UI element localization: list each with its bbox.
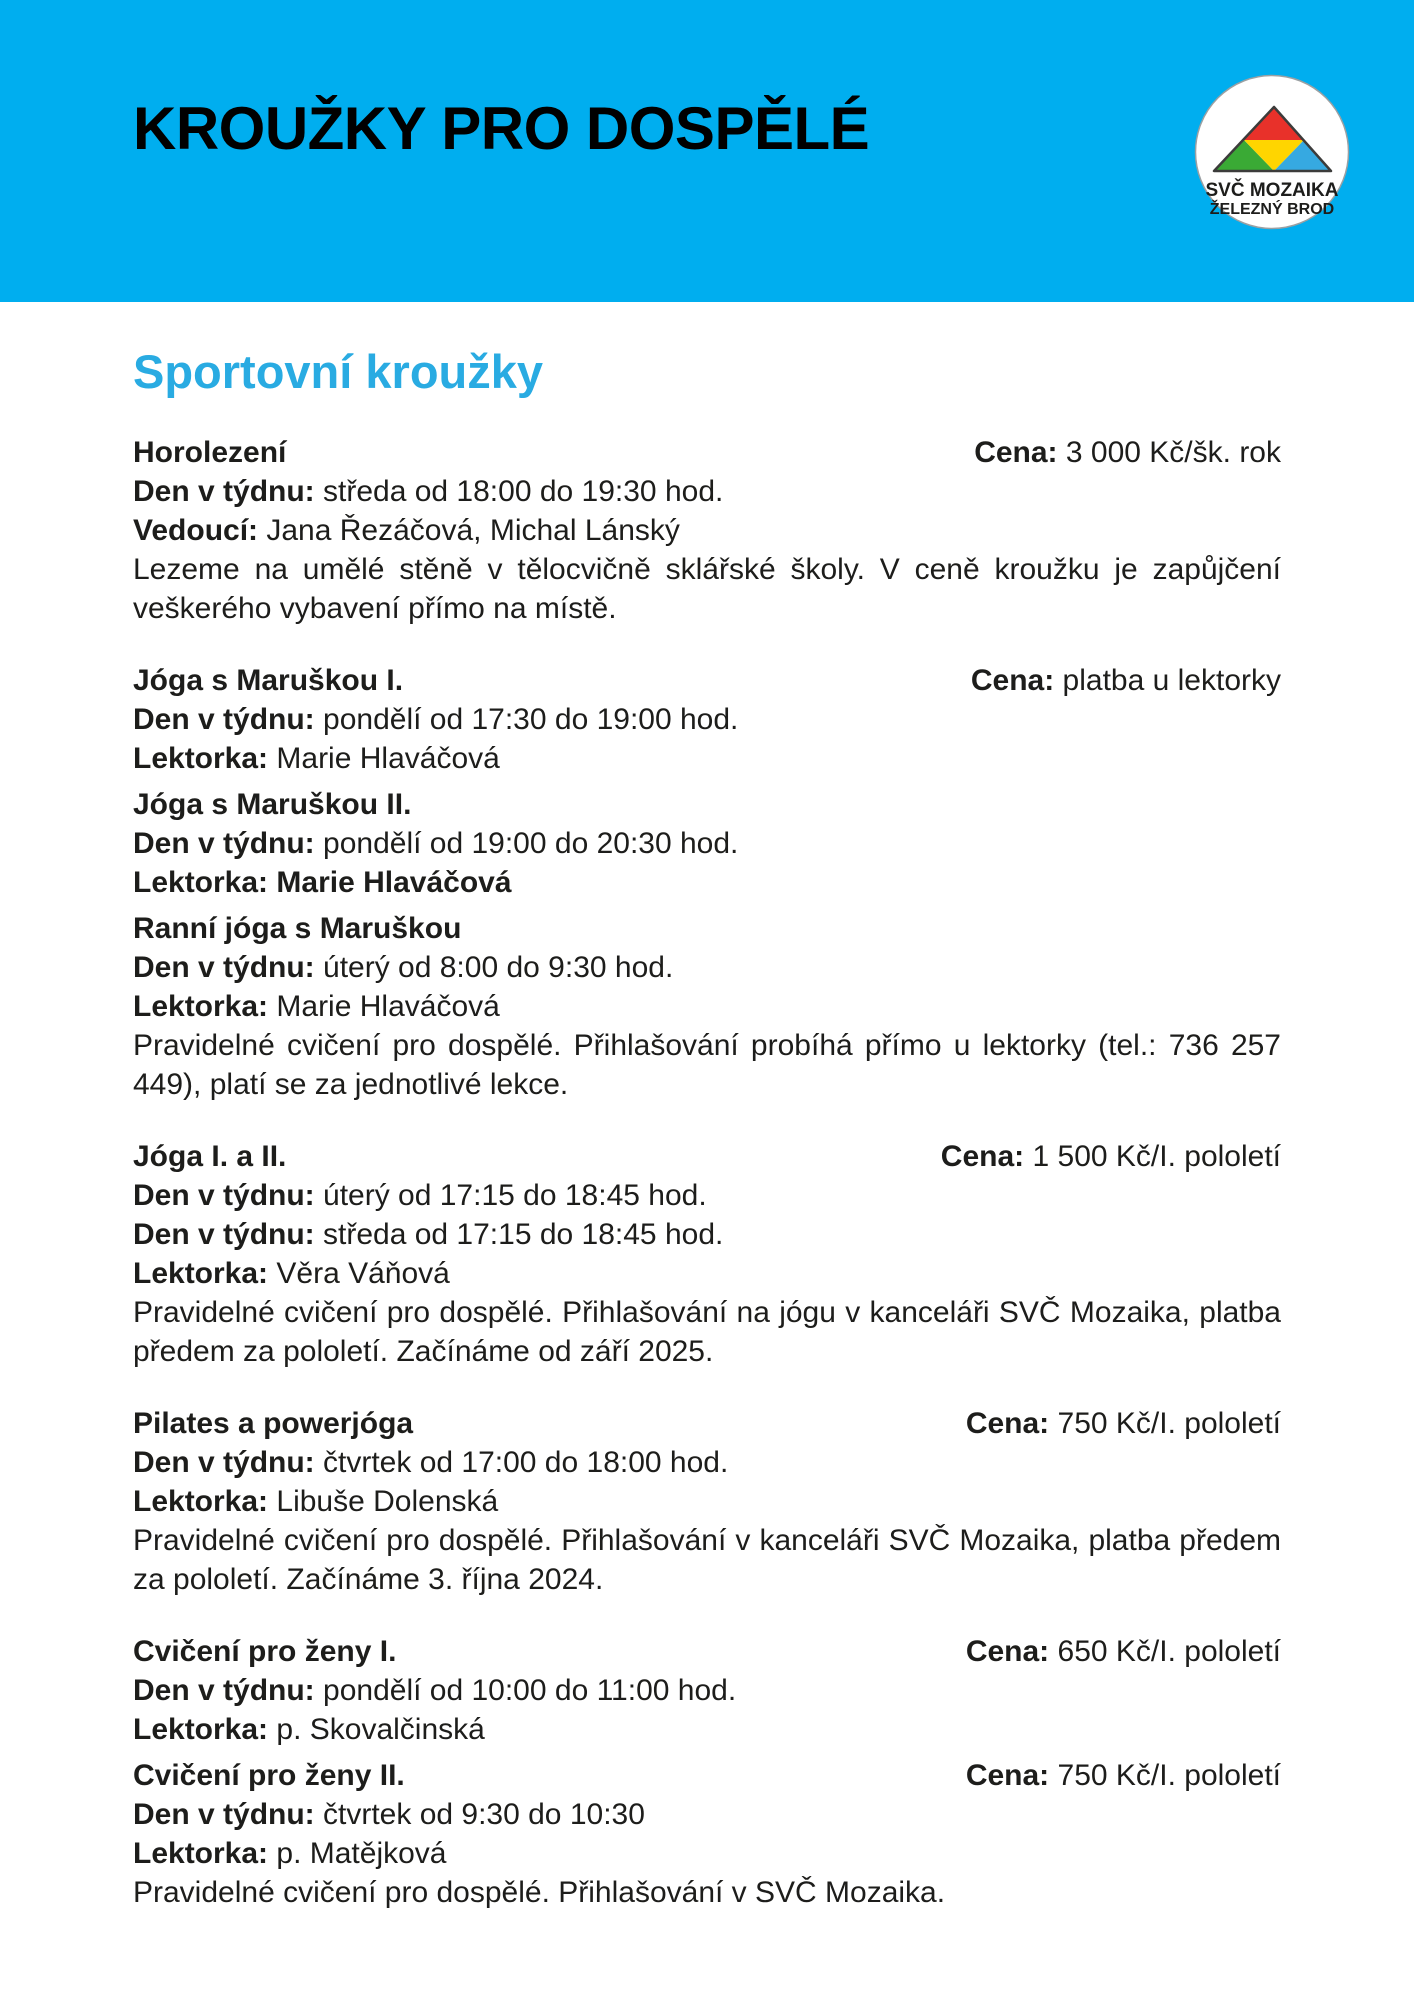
club-entry-cviceni-zeny-2	[133, 1756, 1281, 1912]
price-label: Cena:	[965, 1407, 1050, 1440]
field-label: Den v týdnu:	[133, 1218, 315, 1251]
club-head	[133, 785, 1281, 824]
price-value: 3 000 Kč/šk. rok	[1065, 436, 1281, 469]
field-label: Den v týdnu:	[133, 703, 315, 736]
club-field	[133, 472, 1281, 511]
club-name: Cvičení pro ženy II.	[133, 1759, 405, 1792]
club-entry-pilates	[133, 1404, 1281, 1599]
club-description: Pravidelné cvičení pro dospělé. Přihlašování v SVČ Mozaika.	[133, 1876, 946, 1909]
price-label: Cena:	[940, 1140, 1025, 1173]
club-field	[133, 1671, 1281, 1710]
field-value: čtvrtek od 17:00 do 18:00 hod.	[323, 1446, 729, 1479]
field-value: pondělí od 17:30 do 19:00 hod.	[323, 703, 739, 736]
club-field	[133, 739, 1281, 778]
field-value: Libuše Dolenská	[276, 1485, 499, 1518]
field-label: Den v týdnu:	[133, 475, 315, 508]
club-head	[133, 1404, 1281, 1443]
club-name: Jóga s Maruškou I.	[133, 664, 404, 697]
club-price	[974, 433, 1281, 472]
club-entry-cviceni-zeny-1	[133, 1632, 1281, 1749]
field-label: Den v týdnu:	[133, 1674, 315, 1707]
club-field	[133, 1254, 1281, 1293]
club-field	[133, 948, 1281, 987]
field-value: úterý od 8:00 do 9:30 hod.	[323, 951, 674, 984]
club-price	[941, 1137, 1281, 1176]
club-description: Pravidelné cvičení pro dospělé. Přihlašování na jógu v kanceláři SVČ Mozaika, platba předem za pololetí. Začínáme od září 2025.	[133, 1296, 1281, 1368]
club-entry-horolezeni	[133, 433, 1281, 628]
club-entry-joga-s-maruskou-2	[133, 785, 1281, 902]
field-label: Lektorka:	[133, 1837, 269, 1870]
field-label: Lektorka:	[133, 742, 269, 775]
club-field	[133, 1710, 1281, 1749]
club-description: Lezeme na umělé stěně v tělocvičně sklářské školy. V ceně kroužku je zapůjčení veškerého vybavení přímo na místě.	[133, 553, 1281, 625]
club-head	[133, 909, 1281, 948]
price-label: Cena:	[970, 664, 1055, 697]
field-value: pondělí od 19:00 do 20:30 hod.	[323, 827, 739, 860]
field-value: pondělí od 10:00 do 11:00 hod.	[323, 1674, 737, 1707]
field-label: Den v týdnu:	[133, 1179, 315, 1212]
club-name: Jóga s Maruškou II.	[133, 788, 412, 821]
field-label: Den v týdnu:	[133, 827, 315, 860]
club-head	[133, 1756, 1281, 1795]
club-name: Cvičení pro ženy I.	[133, 1635, 397, 1668]
club-entry-joga-s-maruskou-1	[133, 661, 1281, 778]
field-value: Jana Řezáčová, Michal Lánský	[266, 514, 680, 547]
club-head	[133, 1137, 1281, 1176]
club-name: Ranní jóga s Maruškou	[133, 912, 462, 945]
logo	[1194, 74, 1350, 230]
club-head	[133, 433, 1281, 472]
club-head	[133, 1632, 1281, 1671]
logo-mountain-icon	[1194, 74, 1350, 230]
club-field	[133, 1834, 1281, 1873]
field-value: Marie Hlaváčová	[276, 866, 512, 899]
section-heading: Sportovní kroužky	[133, 345, 544, 398]
price-label: Cena:	[974, 436, 1058, 469]
club-name: Jóga I. a II.	[133, 1140, 287, 1173]
club-price	[966, 1404, 1281, 1443]
field-label: Vedoucí:	[133, 514, 259, 547]
club-name: Pilates a powerjóga	[133, 1407, 414, 1440]
field-label: Den v týdnu:	[133, 1798, 315, 1831]
price-value: 1 500 Kč/I. pololetí	[1032, 1140, 1281, 1173]
field-label: Den v týdnu:	[133, 951, 315, 984]
field-label: Lektorka:	[133, 990, 269, 1023]
club-description: Pravidelné cvičení pro dospělé. Přihlašování probíhá přímo u lektorky (tel.: 736 257 449), platí se za jednotlivé lekce.	[133, 1029, 1281, 1101]
content	[0, 302, 1414, 1912]
page-title: KROUŽKY PRO DOSPĚLÉ	[133, 95, 870, 162]
price-value: 750 Kč/I. pololetí	[1057, 1407, 1281, 1440]
club-field	[133, 1443, 1281, 1482]
club-entry-joga-1-a-2	[133, 1137, 1281, 1371]
club-field	[133, 824, 1281, 863]
club-price	[966, 1632, 1281, 1671]
logo-text-line1: SVČ MOZAIKA	[1205, 180, 1339, 201]
field-label: Den v týdnu:	[133, 1446, 315, 1479]
field-value: Věra Váňová	[276, 1257, 450, 1290]
club-field	[133, 987, 1281, 1026]
field-value: Marie Hlaváčová	[276, 990, 500, 1023]
club-head	[133, 661, 1281, 700]
club-description: Pravidelné cvičení pro dospělé. Přihlašování v kanceláři SVČ Mozaika, platba předem za pololetí. Začínáme 3. října 2024.	[133, 1524, 1281, 1596]
price-label: Cena:	[965, 1759, 1050, 1792]
club-field	[133, 1215, 1281, 1254]
price-label: Cena:	[965, 1635, 1050, 1668]
club-field	[133, 1795, 1281, 1834]
price-value: 650 Kč/I. pololetí	[1057, 1635, 1281, 1668]
field-value: p. Skovalčinská	[276, 1713, 485, 1746]
field-value: čtvrtek od 9:30 do 10:30	[323, 1798, 645, 1831]
field-value: úterý od 17:15 do 18:45 hod.	[323, 1179, 707, 1212]
club-price	[971, 661, 1281, 700]
club-field	[133, 1482, 1281, 1521]
club-price	[966, 1756, 1281, 1795]
field-value: p. Matějková	[276, 1837, 447, 1870]
field-value: Marie Hlaváčová	[276, 742, 500, 775]
header-band	[0, 0, 1414, 302]
price-value: 750 Kč/I. pololetí	[1057, 1759, 1281, 1792]
field-value: středa od 18:00 do 19:30 hod.	[323, 475, 724, 508]
club-name: Horolezení	[133, 436, 287, 469]
field-label: Lektorka:	[133, 1485, 269, 1518]
field-value: středa od 17:15 do 18:45 hod.	[323, 1218, 724, 1251]
club-field	[133, 700, 1281, 739]
club-field	[133, 1176, 1281, 1215]
field-label: Lektorka:	[133, 1713, 269, 1746]
field-label: Lektorka:	[133, 1257, 269, 1290]
logo-text-line2: ŽELEZNÝ BROD	[1209, 201, 1335, 218]
club-field	[133, 863, 1281, 902]
club-field	[133, 511, 1281, 550]
field-label: Lektorka:	[133, 866, 269, 899]
club-entry-ranni-joga	[133, 909, 1281, 1104]
price-value: platba u lektorky	[1062, 664, 1281, 697]
